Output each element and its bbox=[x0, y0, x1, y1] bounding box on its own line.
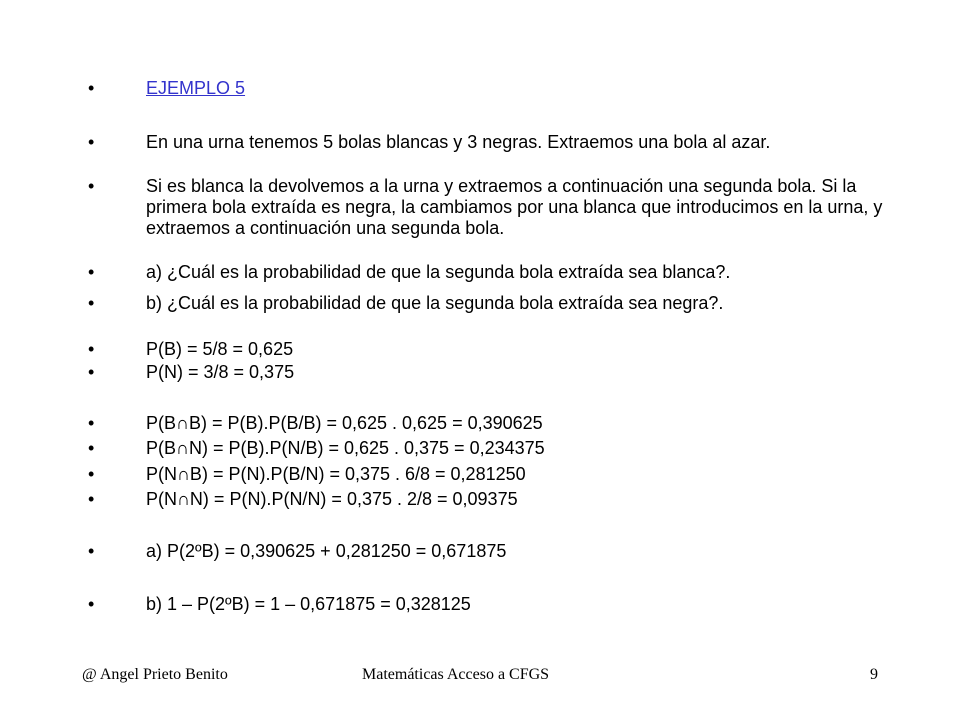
bullet-icon: • bbox=[88, 176, 95, 196]
probability-bb: P(B∩B) = P(B).P(B/B) = 0,625 . 0,625 = 0,390625 bbox=[146, 413, 543, 433]
probability-white: P(B) = 5/8 = 0,625 bbox=[146, 339, 294, 359]
question-a: a) ¿Cuál es la probabilidad de que la segunda bola extraída sea blanca?. bbox=[146, 262, 731, 282]
bullet-icon: • bbox=[88, 489, 95, 509]
slide-title-link[interactable]: EJEMPLO 5 bbox=[146, 78, 246, 98]
answer-a: a) P(2ºB) = 0,390625 + 0,281250 = 0,671875 bbox=[146, 541, 507, 561]
probability-bn: P(B∩N) = P(B).P(N/B) = 0,625 . 0,375 = 0,234375 bbox=[146, 438, 545, 458]
question-b: b) ¿Cuál es la probabilidad de que la segunda bola extraída sea negra?. bbox=[146, 293, 724, 313]
footer-author: @ Angel Prieto Benito bbox=[82, 666, 228, 683]
bullet-icon: • bbox=[88, 132, 95, 152]
bullet-icon: • bbox=[88, 293, 95, 313]
footer-page-number: 9 bbox=[870, 666, 878, 683]
problem-statement: En una urna tenemos 5 bolas blancas y 3 negras. Extraemos una bola al azar. bbox=[146, 132, 771, 152]
bullet-icon: • bbox=[88, 464, 95, 484]
bullet-icon: • bbox=[88, 262, 95, 282]
probability-nn: P(N∩N) = P(N).P(N/N) = 0,375 . 2/8 = 0,09375 bbox=[146, 489, 518, 509]
bullet-icon: • bbox=[88, 438, 95, 458]
bullet-icon: • bbox=[88, 78, 95, 98]
probability-black: P(N) = 3/8 = 0,375 bbox=[146, 362, 295, 382]
answer-b: b) 1 – P(2ºB) = 1 – 0,671875 = 0,328125 bbox=[146, 594, 471, 614]
bullet-icon: • bbox=[88, 594, 95, 614]
bullet-icon: • bbox=[88, 339, 95, 359]
bullet-icon: • bbox=[88, 413, 95, 433]
problem-conditions: Si es blanca la devolvemos a la urna y extraemos a continuación una segunda bola. Si la primera bola extraída es negra, la cambiamos por una blanca que introducimos en la urna, y extraemos a continuación una segunda bola. bbox=[146, 176, 883, 238]
bullet-icon: • bbox=[88, 541, 95, 561]
probability-nb: P(N∩B) = P(N).P(B/N) = 0,375 . 6/8 = 0,281250 bbox=[146, 464, 526, 484]
bullet-icon: • bbox=[88, 362, 95, 382]
footer-course: Matemáticas Acceso a CFGS bbox=[362, 666, 550, 683]
